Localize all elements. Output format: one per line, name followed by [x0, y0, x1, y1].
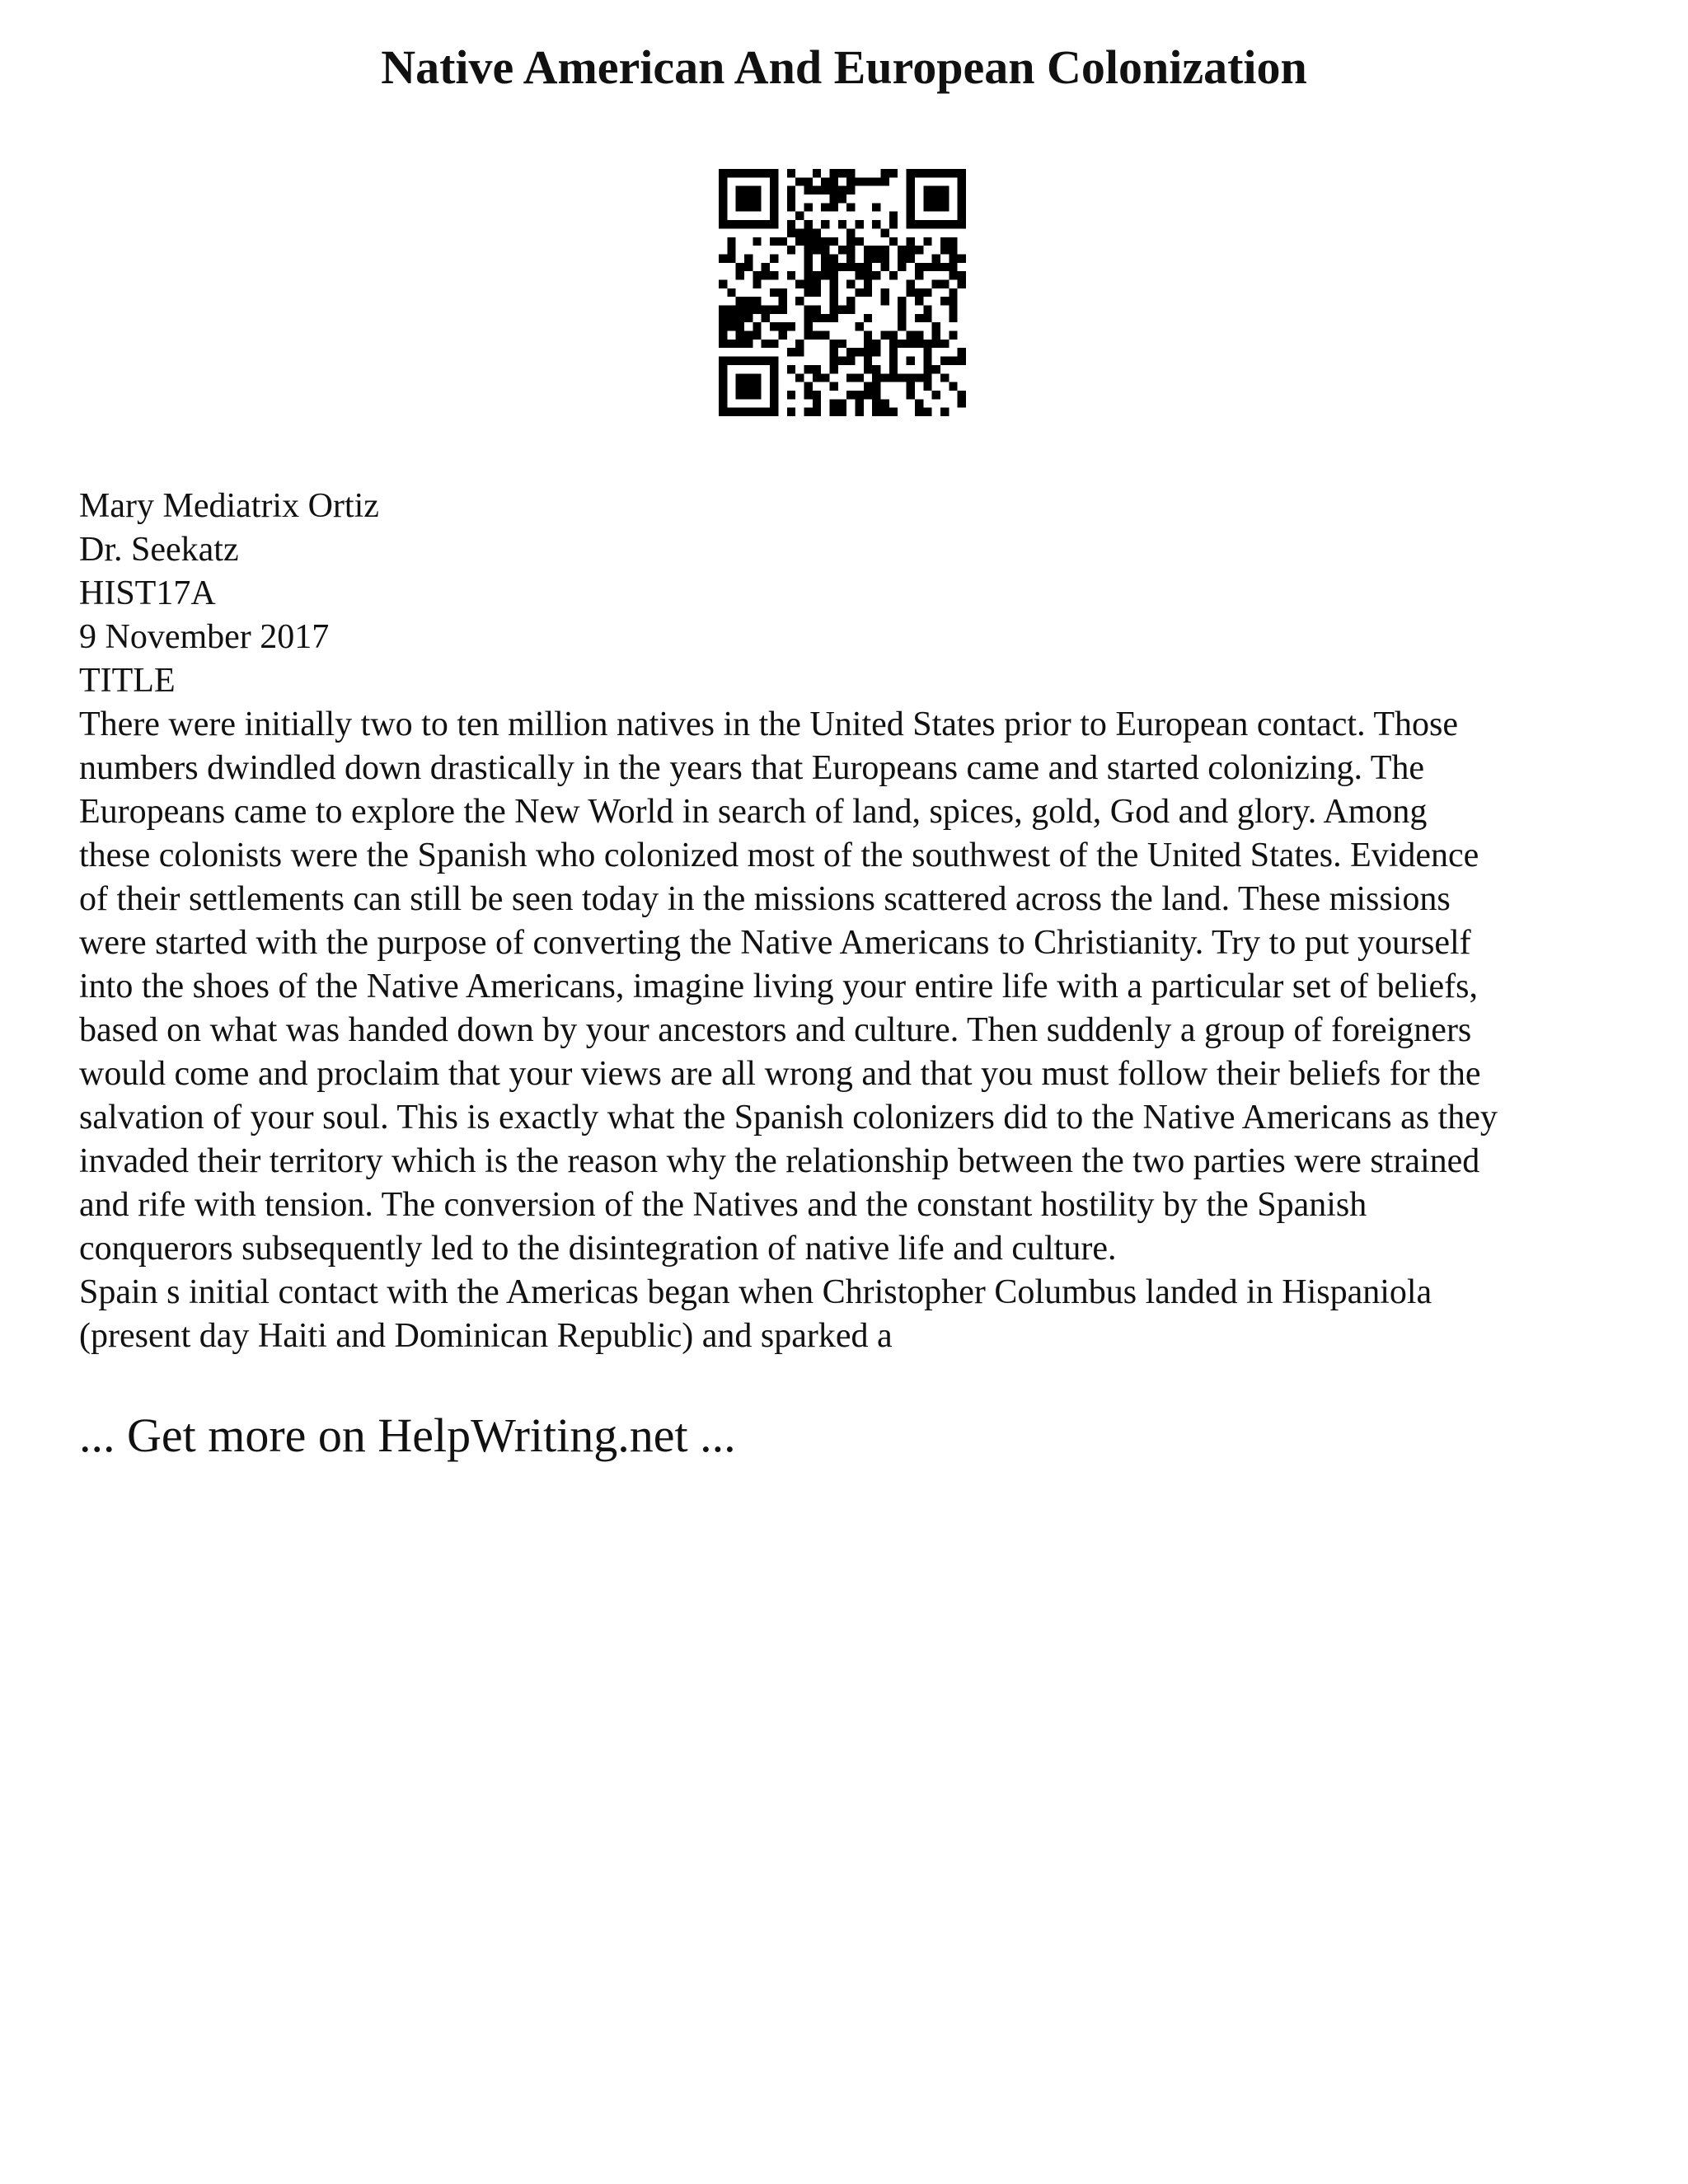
document-title: Native American And European Colonization	[381, 40, 1307, 94]
paragraph-line: numbers dwindled down drastically in the years that Europeans came and started colonizing. The	[79, 749, 1425, 787]
paragraph-line: (present day Haiti and Dominican Republic) and sparked a	[79, 1317, 893, 1355]
qr-code-graphic	[719, 169, 966, 416]
qr-code-icon	[719, 169, 966, 416]
paragraph-line: Spain s initial contact with the Americas began when Christopher Columbus landed in Hispaniola	[79, 1273, 1432, 1311]
essay-date: 9 November 2017	[79, 618, 330, 656]
essay-header	[79, 485, 1629, 703]
paragraph-line: would come and proclaim that your views are all wrong and that you must follow their beliefs for the	[79, 1055, 1481, 1093]
paragraph-line: of their settlements can still be seen today in the missions scattered across the land. These missions	[79, 880, 1451, 918]
paragraph-line: invaded their territory which is the reason why the relationship between the two parties were strained	[79, 1142, 1480, 1180]
paragraph-line: conquerors subsequently led to the disintegration of native life and culture.	[79, 1230, 1117, 1268]
paragraph-line: based on what was handed down by your ancestors and culture. Then suddenly a group of foreigners	[79, 1011, 1472, 1049]
paragraph-line: salvation of your soul. This is exactly what the Spanish colonizers did to the Native Americans as they	[79, 1099, 1498, 1137]
course-code: HIST17A	[79, 574, 216, 612]
paragraph-2	[79, 1271, 1629, 1358]
paragraph-line: Europeans came to explore the New World in search of land, spices, gold, God and glory. Among	[79, 793, 1428, 831]
author-name: Mary Mediatrix Ortiz	[79, 487, 379, 525]
paragraph-line: There were initially two to ten million natives in the United States prior to European contact. Those	[79, 705, 1458, 743]
essay-title: TITLE	[79, 662, 176, 700]
paragraph-1	[79, 703, 1629, 1271]
paragraph-line: into the shoes of the Native Americans, imagine living your entire life with a particular set of beliefs,	[79, 968, 1479, 1005]
paragraph-line: were started with the purpose of converting the Native Americans to Christianity. Try to put yourself	[79, 924, 1471, 962]
get-more-link[interactable]: ... Get more on HelpWriting.net ...	[79, 1408, 736, 1462]
instructor-name: Dr. Seekatz	[79, 531, 239, 569]
essay-body	[79, 703, 1629, 1358]
paragraph-line: these colonists were the Spanish who colonized most of the southwest of the United States. Evidence	[79, 837, 1479, 874]
paragraph-line: and rife with tension. The conversion of the Natives and the constant hostility by the Spanish	[79, 1186, 1367, 1224]
